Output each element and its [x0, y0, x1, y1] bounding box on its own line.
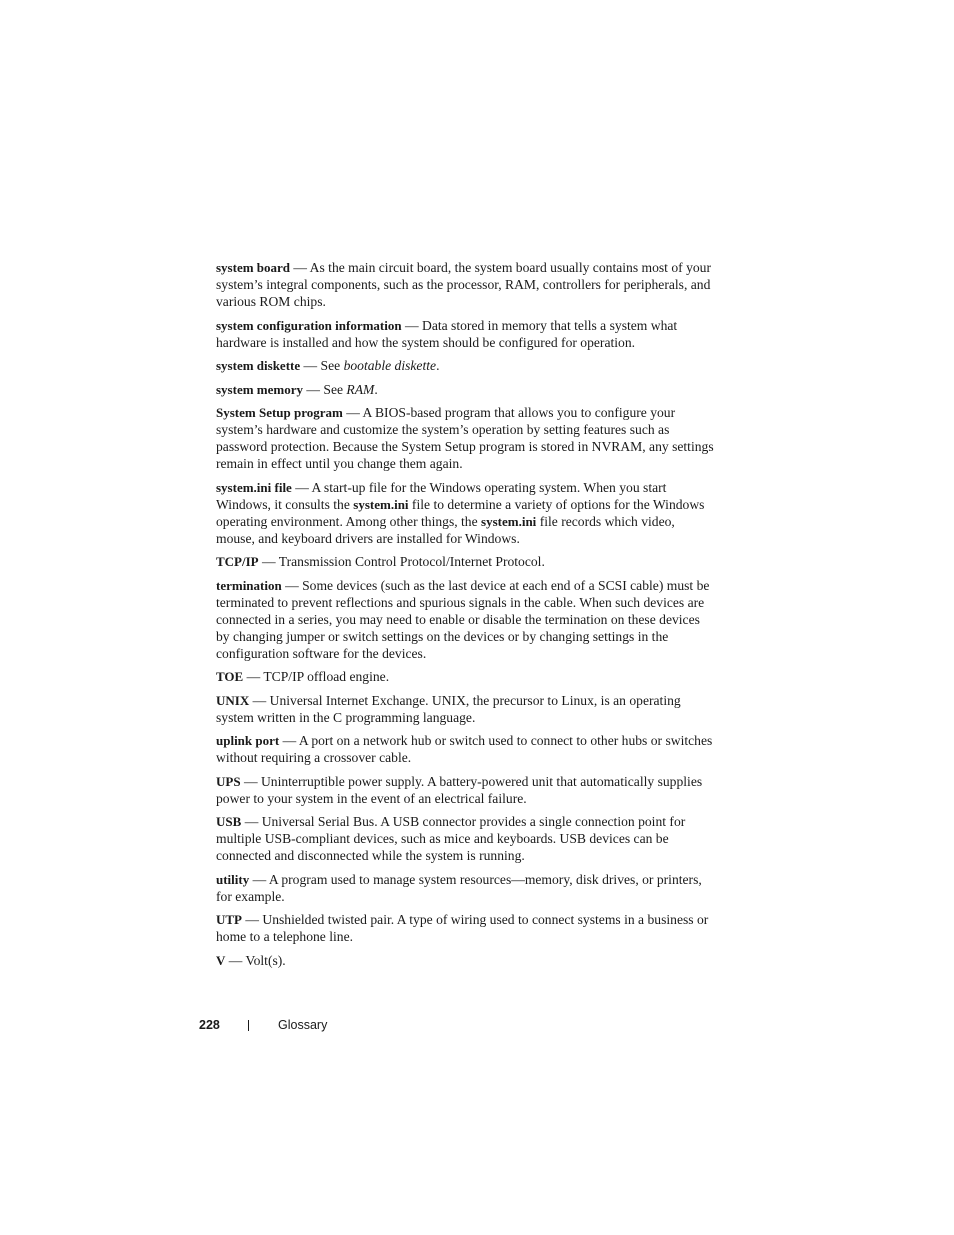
glossary-separator: —: [342, 405, 363, 420]
glossary-entry: [216, 773, 716, 807]
glossary-separator: —: [290, 260, 310, 275]
glossary-definition: A BIOS-based program that allows you to configure your system’s hardware and customize the system’s operation by setting features such as password protection. Because the System Setup program is stored in NVRAM, any settings remain in effect until you change them again.: [216, 405, 714, 471]
glossary-separator: —: [258, 554, 279, 569]
glossary-entry: [216, 479, 716, 547]
glossary-entry: [216, 317, 716, 351]
glossary-term: TOE: [216, 669, 244, 684]
glossary-cross-reference: bootable diskette: [343, 358, 437, 373]
glossary-term: system diskette: [216, 358, 301, 373]
glossary-definition: Transmission Control Protocol/Internet Protocol.: [278, 554, 545, 569]
glossary-content: [216, 259, 716, 975]
footer-divider: [248, 1020, 249, 1031]
glossary-entry: [216, 553, 716, 570]
footer-section-title: Glossary: [278, 1018, 328, 1032]
glossary-separator: —: [279, 733, 299, 748]
glossary-term: utility: [216, 871, 250, 887]
glossary-cross-reference: RAM: [346, 381, 375, 397]
glossary-separator: —: [240, 773, 261, 789]
glossary-definition: Unshielded twisted pair. A type of wiring used to connect systems in a business or home to a telephone line.: [216, 912, 709, 944]
glossary-definition: Uninterruptible power supply. A battery-powered unit that automatically supplies power to your system in the event of an electrical failure.: [216, 773, 703, 806]
glossary-definition: A port on a network hub or switch used to connect to other hubs or switches without requiring a crossover cable.: [216, 733, 713, 765]
glossary-separator: —: [303, 381, 324, 397]
glossary-term: system.ini file: [216, 479, 292, 495]
glossary-entry: [216, 259, 716, 310]
glossary-entry: [216, 911, 716, 945]
glossary-definition: See: [320, 358, 344, 373]
glossary-separator: —: [401, 317, 422, 333]
glossary-term: termination: [216, 577, 282, 593]
glossary-filename: system.ini: [481, 513, 537, 529]
glossary-separator: —: [225, 952, 246, 968]
glossary-definition: As the main circuit board, the system board usually contains most of your system’s integral components, such as the processor, RAM, controllers for peripherals, and various ROM chips.: [216, 260, 711, 309]
glossary-definition: A start-up file for the Windows operating system. When you start Windows, it consults the: [216, 479, 667, 512]
glossary-separator: —: [291, 479, 312, 495]
glossary-entry: [216, 381, 716, 398]
glossary-entry: [216, 952, 716, 969]
glossary-filename: system.ini: [353, 496, 409, 512]
glossary-definition: Data stored in memory that tells a system what hardware is installed and how the system should be configured for operation.: [216, 317, 678, 350]
glossary-entry: [216, 357, 716, 374]
glossary-term: V: [216, 952, 226, 968]
glossary-separator: —: [249, 871, 269, 887]
glossary-definition: TCP/IP offload engine.: [263, 669, 390, 684]
glossary-definition: See: [323, 381, 347, 397]
glossary-definition: Universal Internet Exchange. UNIX, the precursor to Linux, is an operating system written in the C programming language.: [216, 692, 681, 725]
glossary-term: system board: [216, 260, 291, 275]
glossary-separator: —: [241, 814, 262, 829]
glossary-entry: [216, 404, 716, 472]
glossary-separator: —: [300, 358, 321, 373]
glossary-term: UTP: [216, 912, 242, 927]
glossary-definition: file to determine a variety of options for the Windows operating environment. Among other things, the: [216, 496, 705, 529]
glossary-definition: A program used to manage system resources—memory, disk drives, or printers, for example.: [216, 871, 702, 904]
glossary-term: System Setup program: [216, 405, 343, 420]
glossary-term: TCP/IP: [216, 554, 259, 569]
glossary-definition: Universal Serial Bus. A USB connector provides a single connection point for multiple USB-compliant devices, such as mice and keyboards. USB devices can be connected and disconnected while the system is running.: [216, 814, 686, 863]
glossary-separator: —: [242, 912, 263, 927]
page-number: 228: [199, 1018, 220, 1032]
glossary-entry: [216, 813, 716, 864]
glossary-separator: —: [243, 669, 264, 684]
glossary-definition: file records which video, mouse, and keyboard drivers are installed for Windows.: [216, 513, 675, 546]
glossary-entry: [216, 577, 716, 662]
glossary-definition: Some devices (such as the last device at each end of a SCSI cable) must be terminated to prevent reflections and spurious signals in the cable. When such devices are connected in a series, you may need to enable or disable the termination on these devices by changing jumper or switch settings on the devices or by changing settings in the configuration software for the devices.: [216, 577, 710, 661]
glossary-separator: —: [281, 577, 303, 593]
glossary-term: USB: [216, 814, 242, 829]
glossary-definition: .: [436, 358, 440, 373]
glossary-term: UNIX: [216, 692, 250, 708]
glossary-entry: [216, 668, 716, 685]
glossary-term: uplink port: [216, 733, 280, 748]
glossary-definition: .: [374, 381, 378, 397]
glossary-term: system configuration information: [216, 317, 402, 333]
glossary-entry: [216, 692, 716, 726]
glossary-term: UPS: [216, 773, 241, 789]
glossary-entry: [216, 732, 716, 766]
glossary-separator: —: [249, 692, 270, 708]
glossary-entry: [216, 871, 716, 905]
glossary-term: system memory: [216, 381, 303, 397]
glossary-definition: Volt(s).: [245, 952, 286, 968]
